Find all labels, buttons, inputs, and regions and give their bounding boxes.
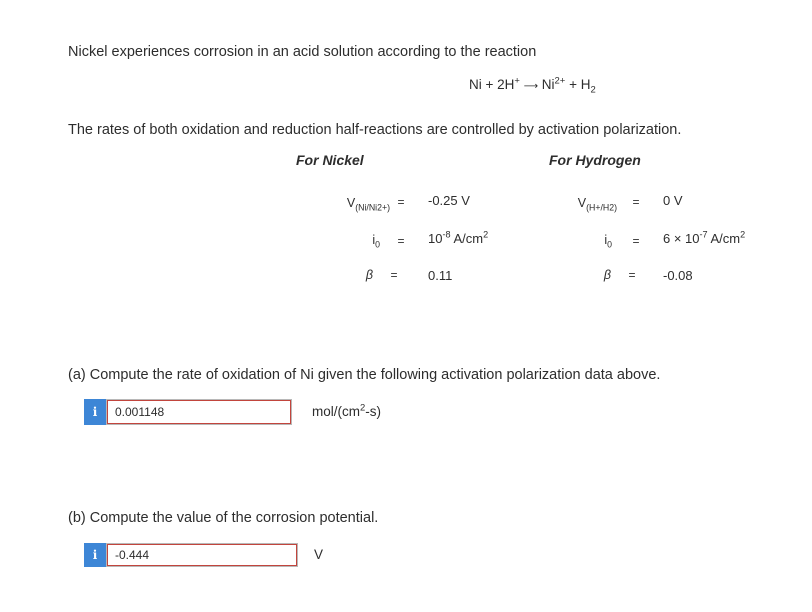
ni-beta-equals: = (390, 268, 398, 282)
h-beta-equals: = (628, 268, 636, 282)
part-a-answer-row (84, 399, 292, 425)
reaction-ni: Ni (541, 77, 555, 92)
h-v-symbol: $V_{(H+/H2)}$ (577, 196, 617, 213)
ni-i0-symbol: $i_0$ (372, 233, 380, 250)
h-i0-symbol: $i_0$ (604, 233, 612, 250)
ni-v-equals: = (397, 195, 405, 209)
reaction-h2-subscript: 2 (590, 84, 596, 96)
ni-beta-value: 0.11 (428, 268, 453, 283)
h-v-equals: = (632, 195, 640, 209)
ni-i0-value: $10^{-8}$ $A/cm^2$ (428, 229, 489, 246)
info-icon[interactable]: i (84, 543, 106, 567)
ni-v-value: -0.25 V (428, 193, 470, 208)
h-i0-value: $6 \times 10^{-7}$ $A/cm^2$ (663, 229, 746, 246)
h-beta-symbol: β (603, 268, 611, 282)
ni-i0-equals: = (397, 234, 405, 248)
h-beta-value: -0.08 (663, 268, 693, 283)
ni-v-symbol: $V_{(Ni/Ni2+)}$ (346, 196, 390, 213)
info-icon[interactable]: i (84, 399, 106, 425)
reaction-ni-charge: 2+ (554, 75, 566, 87)
h-i0-equals: = (632, 234, 640, 248)
reaction-lhs: Ni + 2H (469, 77, 515, 92)
part-a-unit: mol/$(cm^2-s)$ (312, 402, 381, 419)
rates-statement: The rates of both oxidation and reduction half-reactions are controlled by activation polarization. (68, 122, 682, 138)
h-v-value: 0 V (663, 193, 683, 208)
ni-beta-symbol: β (365, 268, 373, 282)
part-b-unit: V (314, 547, 324, 562)
reaction-arrow: ⟶ (523, 81, 539, 92)
hydrogen-header: For Hydrogen (549, 152, 641, 168)
nickel-header: For Nickel (296, 152, 364, 168)
part-b-question: (b) Compute the value of the corrosion potential. (68, 510, 379, 526)
reaction-lhs-charge: + (514, 75, 520, 87)
part-b-answer-row (84, 543, 298, 567)
part-a-question: (a) Compute the rate of oxidation of Ni given the following activation polarization data above. (68, 367, 661, 383)
reaction-equation (469, 75, 596, 96)
problem-intro: Nickel experiences corrosion in an acid solution according to the reaction (68, 44, 537, 60)
reaction-rhs: + H (569, 77, 591, 92)
rate-of-oxidation-input[interactable] (106, 399, 292, 425)
corrosion-potential-input[interactable] (106, 543, 298, 567)
